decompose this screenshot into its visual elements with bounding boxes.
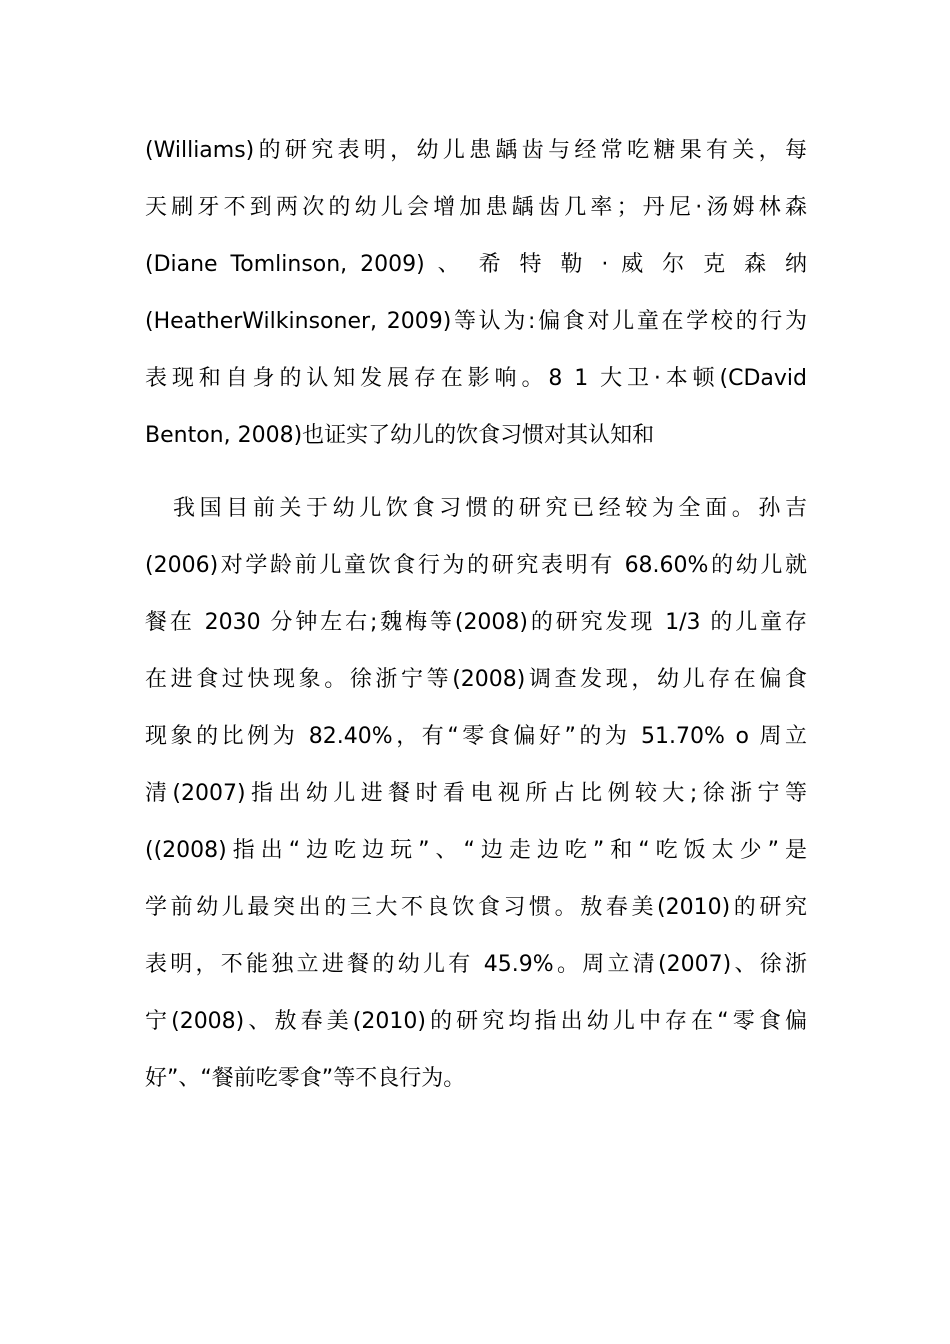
paragraph-line: 学前幼儿最突出的三大不良饮食习惯。敖春美(2010)的研究 (145, 895, 807, 920)
paragraph-line: (Diane Tomlinson, 2009) 、 希 特 勒 · 威 尔 克 森 纳 (145, 252, 807, 277)
paragraph-line: 清(2007)指出幼儿进餐时看电视所占比例较大;徐浙宁等 (145, 781, 807, 806)
paragraph-line: 在进食过快现象。徐浙宁等(2008)调查发现，幼儿存在偏食 (145, 667, 807, 692)
paragraph-2 (145, 480, 807, 1107)
paragraph-line: Benton, 2008)也证实了幼儿的饮食习惯对其认知和 (145, 423, 655, 448)
paragraph-line: 表明，不能独立进餐的幼儿有 45.9%。周立清(2007)、徐浙 (145, 952, 807, 977)
paragraph-line: 现象的比例为 82.40%，有“零食偏好”的为 51.70% o 周立 (145, 724, 807, 749)
paragraph-line: (2006)对学龄前儿童饮食行为的研究表明有 68.60%的幼儿就 (145, 553, 807, 578)
paragraph-line: 餐在 2030 分钟左右;魏梅等(2008)的研究发现 1/3 的儿童存 (145, 610, 807, 635)
paragraph-1 (145, 122, 807, 464)
paragraph-line: 表现和自身的认知发展存在影响。8 1 大卫·本顿(CDavid (145, 366, 807, 391)
paragraph-line: 宁(2008)、敖春美(2010)的研究均指出幼儿中存在“零食偏 (145, 1009, 807, 1034)
paragraph-line: (Williams)的研究表明，幼儿患龋齿与经常吃糖果有关，每 (145, 138, 807, 163)
paragraph-line: 好”、“餐前吃零食”等不良行为。 (145, 1066, 466, 1091)
paragraph-line: 天刷牙不到两次的幼儿会增加患龋齿几率；丹尼·汤姆林森 (145, 195, 807, 220)
paragraph-line: ((2008)指出“边吃边玩”、“边走边吃”和“吃饭太少”是 (145, 838, 807, 863)
paragraph-line: (HeatherWilkinsoner, 2009)等认为:偏食对儿童在学校的行为 (145, 309, 807, 334)
paragraph-line: 我国目前关于幼儿饮食习惯的研究已经较为全面。孙吉 (173, 496, 807, 521)
